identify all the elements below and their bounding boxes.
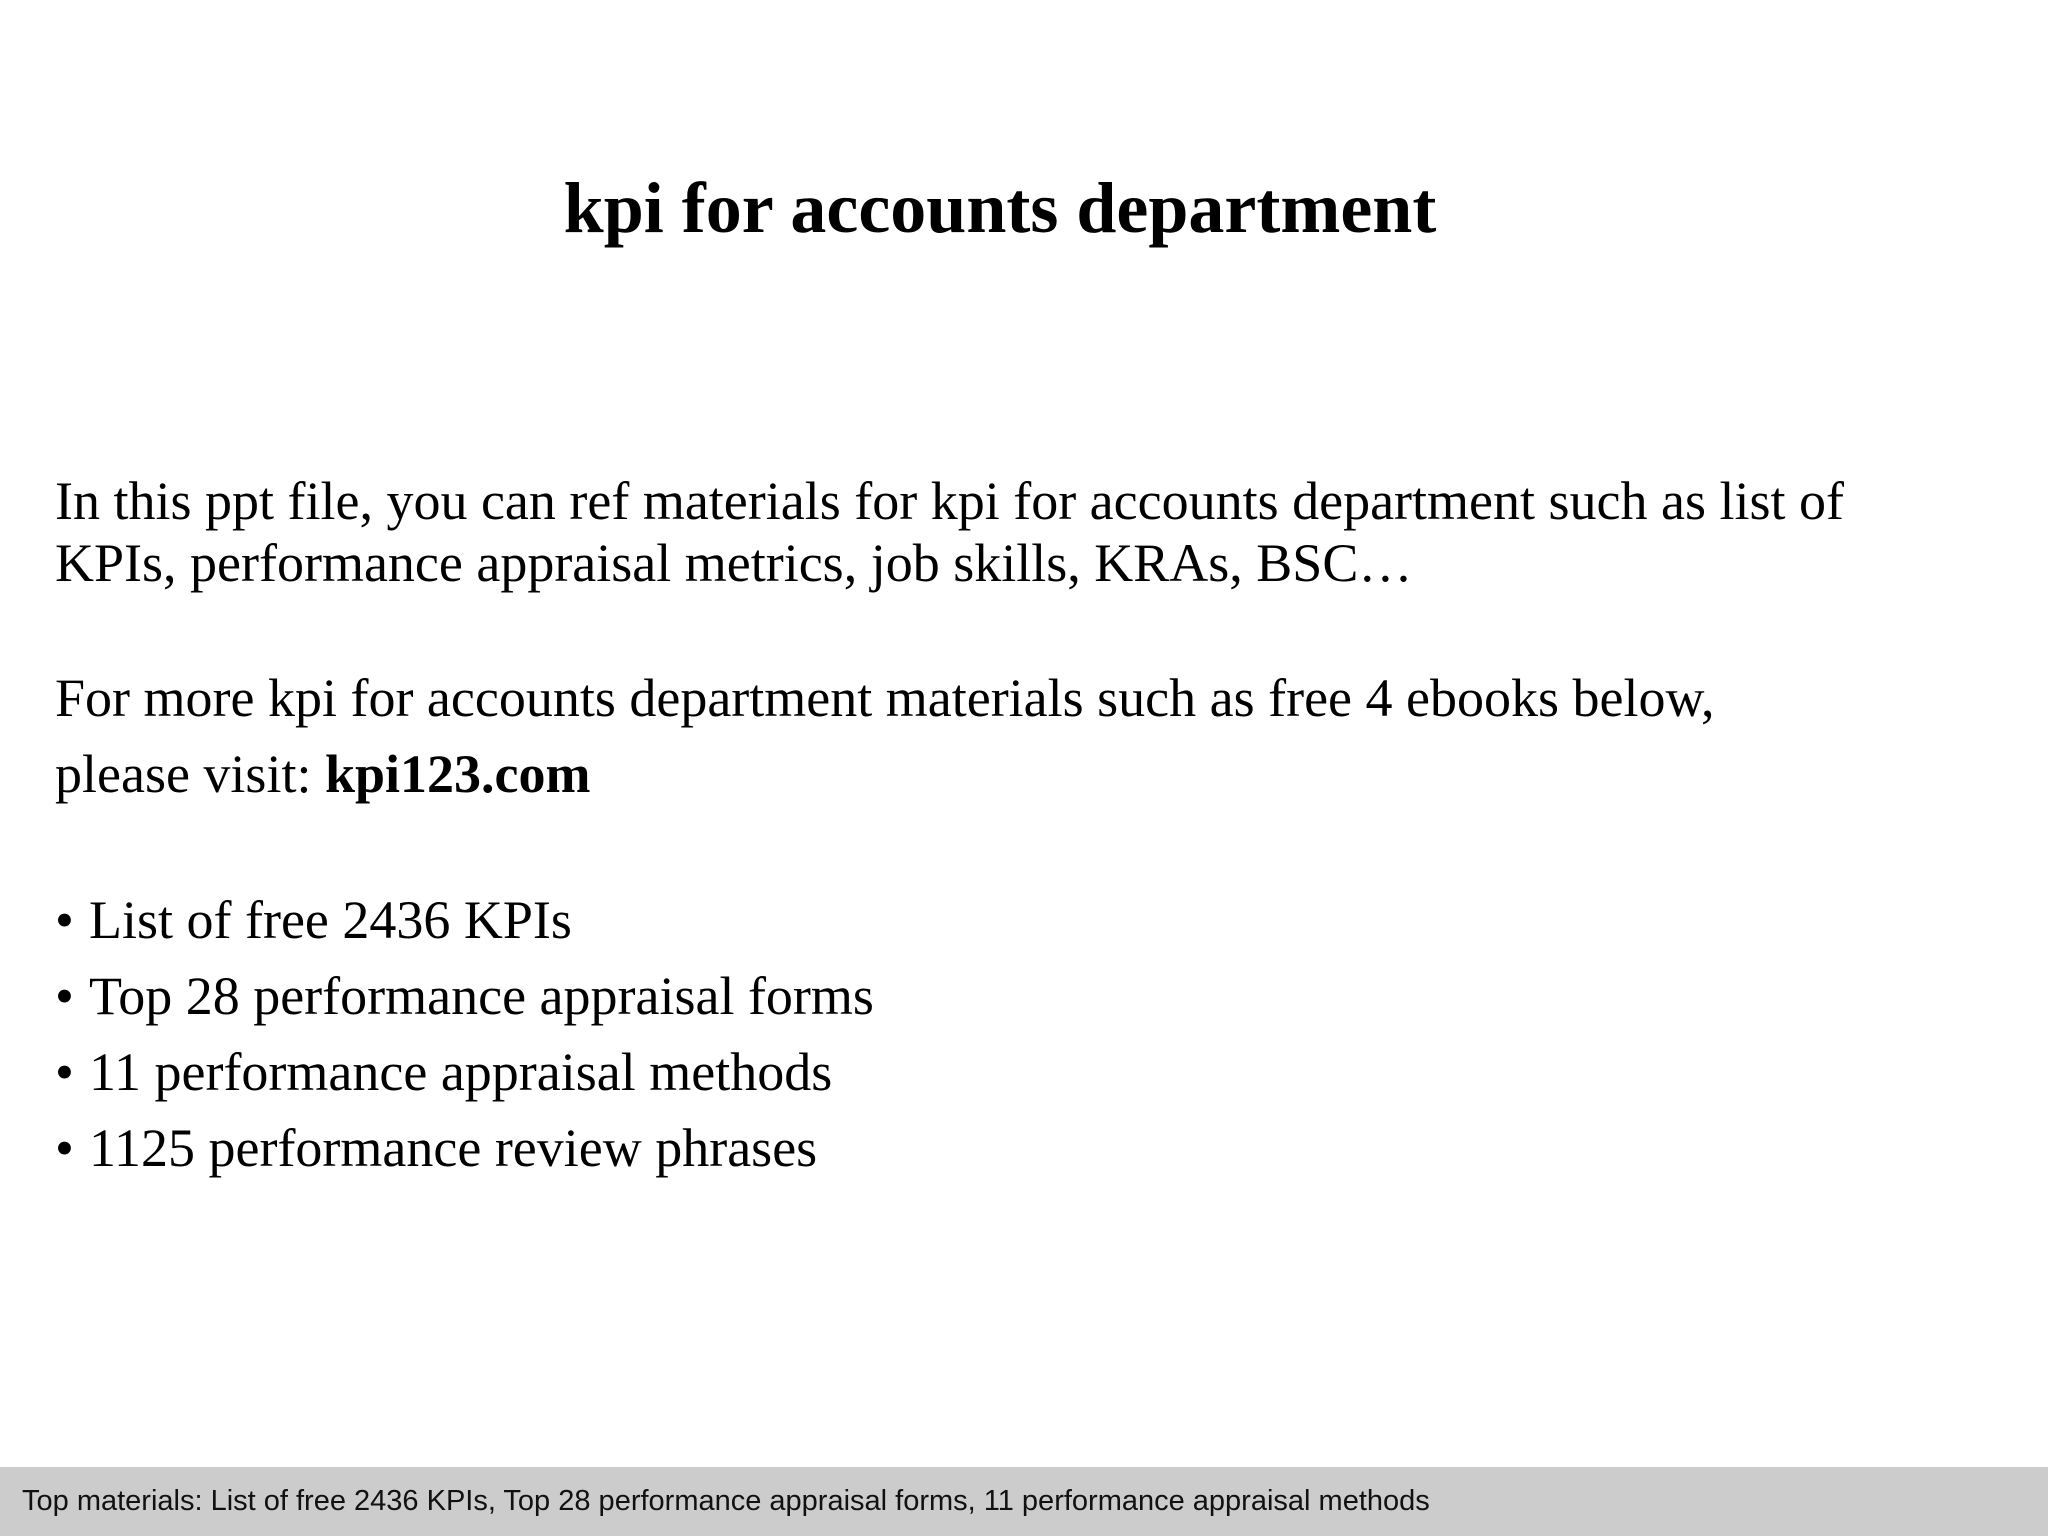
list-item-label: 1125 performance review phrases	[89, 1118, 818, 1178]
intro-paragraph	[55, 470, 2015, 594]
bullet-icon: •	[55, 1118, 74, 1178]
list-item-label: Top 28 performance appraisal forms	[89, 966, 874, 1026]
bullet-icon: •	[55, 890, 74, 950]
list-item-label: 11 performance appraisal methods	[89, 1042, 833, 1102]
more-line-1: For more kpi for accounts department materials such as free 4 ebooks below,	[55, 668, 1715, 728]
bullet-icon: •	[55, 966, 74, 1026]
list-item-label: List of free 2436 KPIs	[89, 890, 572, 950]
website-link[interactable]: kpi123.com	[324, 744, 591, 804]
bullet-icon: •	[55, 1042, 74, 1102]
more-paragraph	[55, 660, 2015, 812]
slide-title: kpi for accounts department	[563, 168, 1437, 248]
list-item	[55, 1034, 874, 1110]
list-item	[55, 958, 874, 1034]
ebook-list	[55, 882, 874, 1186]
intro-line-1: In this ppt file, you can ref materials for kpi for accounts department such as list of	[55, 471, 1844, 531]
more-prefix: please visit:	[55, 744, 325, 804]
intro-line-2: KPIs, performance appraisal metrics, job skills, KRAs, BSC…	[55, 533, 1413, 593]
list-item	[55, 1110, 874, 1186]
footer-bar	[0, 1467, 2048, 1536]
list-item	[55, 882, 874, 958]
footer-text: Top materials: List of free 2436 KPIs, Top 28 performance appraisal forms, 11 performance appraisal methods	[22, 1485, 1430, 1517]
